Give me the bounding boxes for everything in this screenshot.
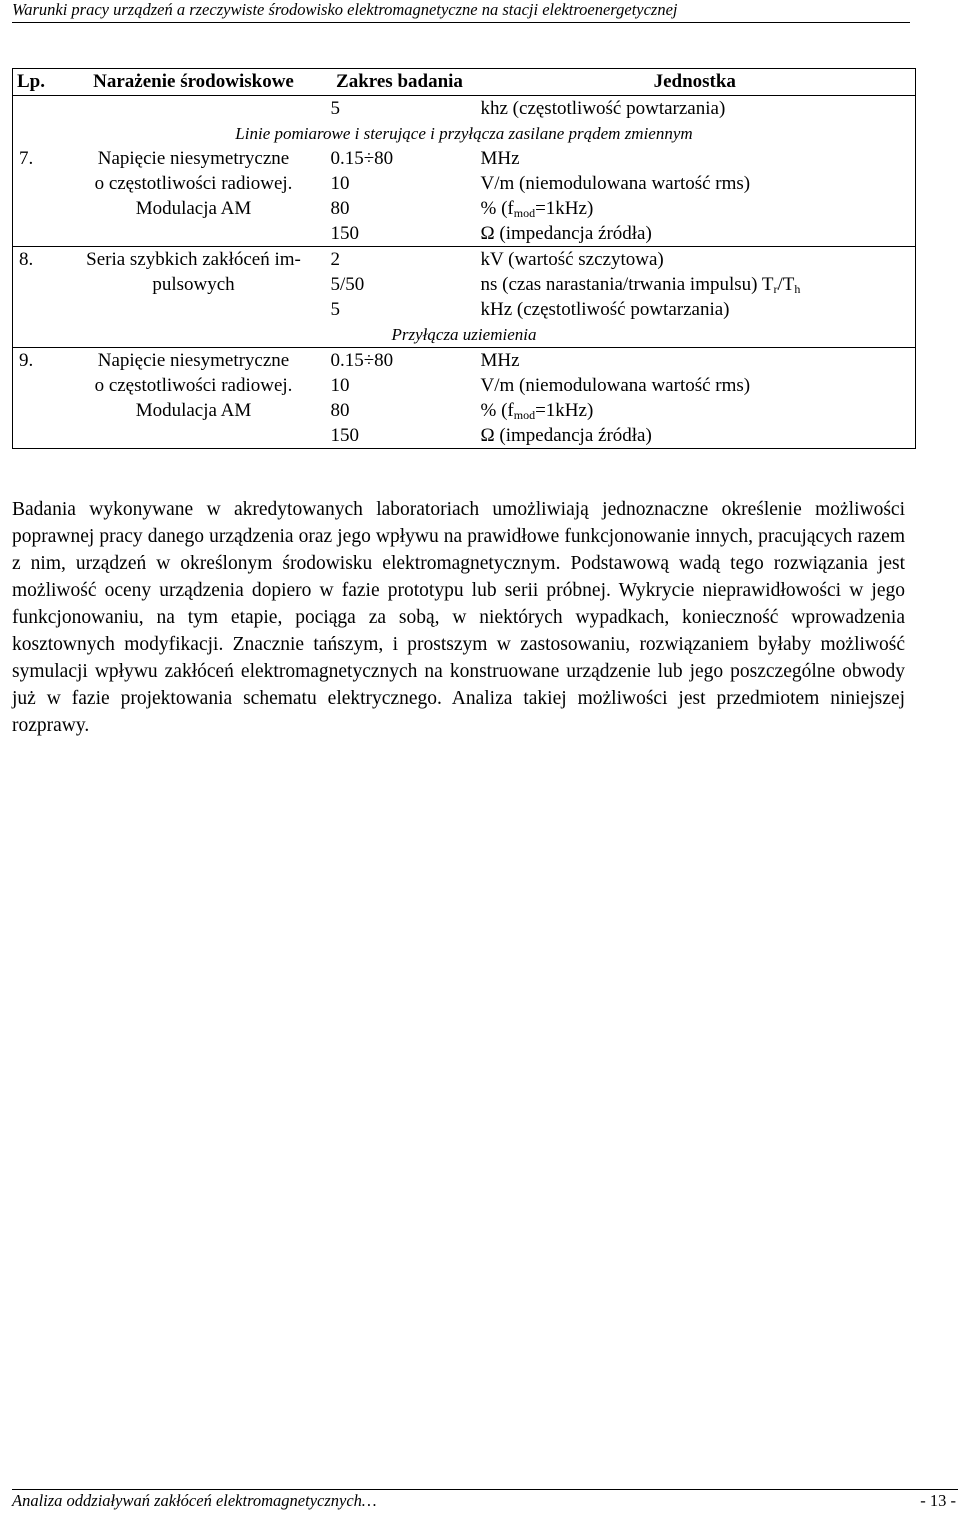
range-value: 80 (330, 198, 350, 219)
exposure-cell (63, 348, 325, 449)
unit-value: kV (wartość szczytowa) (480, 249, 664, 270)
row-number: 7. (19, 148, 34, 169)
unit-value: Ω (impedancja źródła) (480, 223, 652, 244)
exposure-cell (63, 146, 325, 247)
unit-cell (475, 348, 916, 449)
range-value: 5/50 (330, 274, 365, 295)
range-cell: 5 (330, 98, 340, 119)
unit-cell (475, 146, 916, 247)
exposure-line: Napięcie niesymetryczne (97, 350, 290, 371)
table-row-8 (13, 247, 916, 323)
exposure-line: o częstotliwości radiowej. (94, 173, 293, 194)
range-value: 150 (330, 223, 359, 244)
unit-value: MHz (480, 148, 520, 169)
unit-value: % $(f_{mod}=1kHz)$ (480, 198, 594, 220)
header-exposure: Narażenie środowiskowe (63, 69, 325, 96)
unit-value: % $(f_{mod}=1kHz)$ (480, 400, 594, 422)
unit-value: ns (czas narastania/trwania impulsu) $T_r/T_h$ (480, 274, 801, 296)
exposure-line: Napięcie niesymetryczne (97, 148, 290, 169)
unit-cell (475, 247, 916, 323)
exposure-cell (63, 247, 325, 323)
table-row-7 (13, 146, 916, 247)
exposure-line: o częstotliwości radiowej. (94, 375, 293, 396)
range-value: 5 (330, 299, 340, 320)
body-paragraph: Badania wykonywane w akredytowanych laboratoriach umożliwiają jednoznaczne określenie możliwości poprawnej pracy danego urządzenia oraz jego wpływu na prawidłowe funkcjonowanie innych, pracujących razem z nim, urządzeń w określonym środowisku elektromagnetycznym. Podstawową wadą tego rozwiązania jest możliwość oceny urządzenia dopiero w fazie prototypu lub serii próbnej. Wykrycie nieprawidłowości w jego funkcjonowaniu, na tym etapie, pociąga za sobą, w niektórych wypadkach, konieczność wprowadzenia kosztownych modyfikacji. Znacznie tańszym, i prostszym w zastosowaniu, rozwiązaniem byłaby możliwość symulacji wpływu zakłóceń elektromagnetycznych na konstruowane urządzenie lub jego poszczególne obwody już w fazie projektowania schematu elektrycznego. Analiza takiej możliwości jest przedmiotem niniejszej rozprawy. (12, 498, 905, 736)
range-value: 10 (330, 173, 350, 194)
range-cell (325, 247, 475, 323)
header-range: Zakres badania (325, 69, 475, 96)
range-value: 150 (330, 425, 359, 446)
exposure-line: pulsowych (152, 274, 235, 295)
row-number: 8. (13, 247, 63, 323)
range-value: 0.15÷80 (330, 148, 394, 169)
row-number: 9. (13, 348, 63, 449)
running-footer (12, 1489, 958, 1514)
range-value: 2 (330, 249, 340, 270)
range-cell (325, 348, 475, 449)
table-row-9 (13, 348, 916, 449)
table-header-row (13, 69, 916, 96)
unit-value: V/m (niemodulowana wartość rms) (480, 375, 751, 396)
header-unit: Jednostka (475, 69, 916, 96)
header-lp: Lp. (13, 69, 63, 96)
range-value: 0.15÷80 (330, 350, 394, 371)
range-value: 10 (330, 375, 350, 396)
range-value: 80 (330, 400, 350, 421)
running-header: Warunki pracy urządzeń a rzeczywiste środowisko elektromagnetyczne na stacji elektroenergetycznej (12, 0, 910, 23)
section-title: Przyłącza uziemienia (391, 325, 537, 344)
unit-cell: khz (częstotliwość powtarzania) (480, 98, 726, 119)
unit-value: V/m (niemodulowana wartość rms) (480, 173, 751, 194)
footer-title: Analiza oddziaływań zakłóceń elektromagnetycznych… (12, 1491, 377, 1510)
exposure-line: Modulacja AM (135, 400, 252, 421)
unit-value: MHz (480, 350, 520, 371)
unit-value: kHz (częstotliwość powtarzania) (480, 299, 730, 320)
table-row (13, 96, 916, 122)
environment-table (12, 68, 916, 449)
exposure-line: Modulacja AM (135, 198, 252, 219)
section-row (13, 121, 916, 146)
exposure-line: Seria szybkich zakłóceń im- (86, 249, 301, 270)
section-row (13, 322, 916, 348)
page-number: - 13 - (920, 1491, 956, 1510)
unit-value: Ω (impedancja źródła) (480, 425, 652, 446)
range-cell (325, 146, 475, 247)
section-title: Linie pomiarowe i sterujące i przyłącza zasilane prądem zmiennym (235, 124, 693, 143)
